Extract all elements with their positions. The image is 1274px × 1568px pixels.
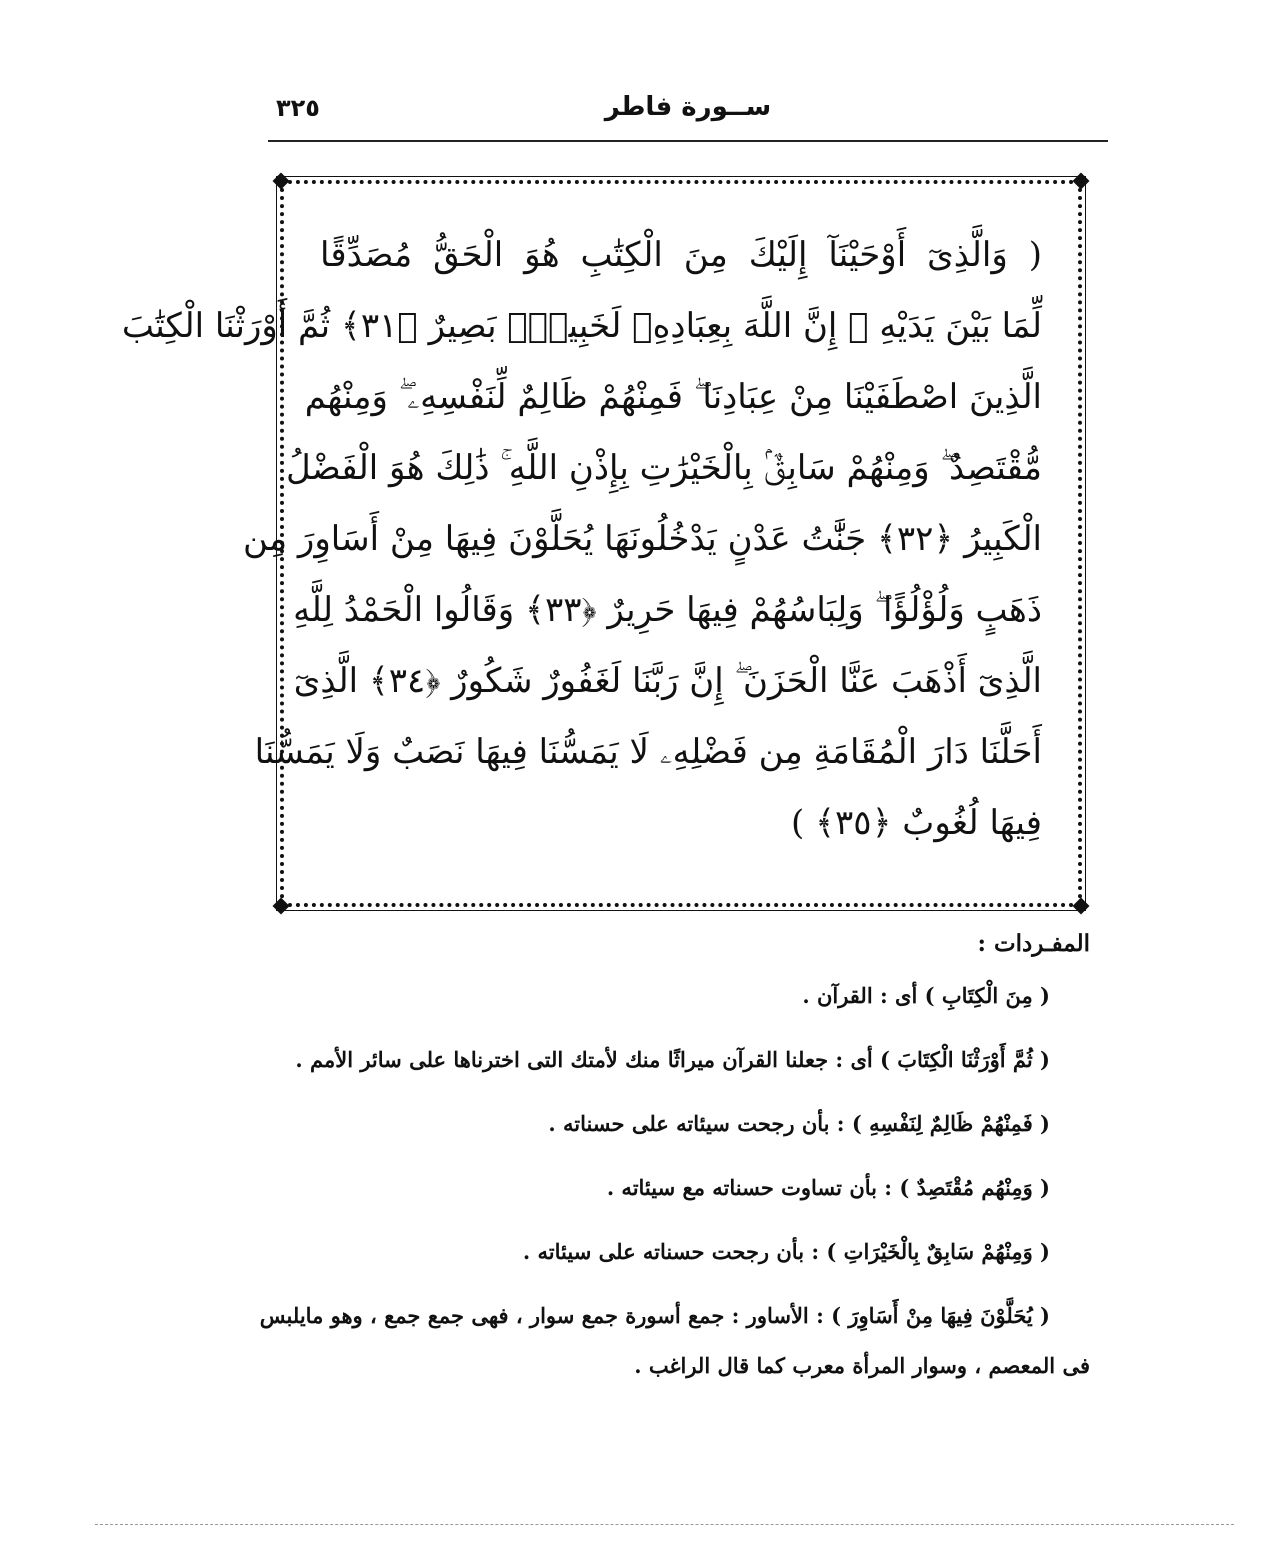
vocabulary-entry: ( وَمِنْهُم مُقْتَصِدٌ ) : بأن تساوت حسناته مع سيئاته . xyxy=(606,1175,1050,1200)
frame-corner-ornament xyxy=(273,898,290,915)
frame-corner-ornament xyxy=(273,173,290,190)
verse-line: لِّمَا بَيْنَ يَدَيْهِ ۗ إِنَّ اللَّهَ بِعِبَادِهِۦ لَخَبِيرٌۢ بَصِيرٌ ﴿٣١﴾ ثُمَّ أَوْرَثْنَا الْكِتَٰبَ xyxy=(121,306,1042,346)
vocabulary-section xyxy=(250,930,1090,1405)
vocabulary-heading: المفـردات : xyxy=(977,930,1090,957)
verse-line: ذَهَبٍ وَلُؤْلُؤًا ۖ وَلِبَاسُهُمْ فِيهَا حَرِيرٌ ﴿٣٣﴾ وَقَالُوا الْحَمْدُ لِلَّهِ xyxy=(293,590,1042,630)
verse-line: الَّذِينَ اصْطَفَيْنَا مِنْ عِبَادِنَا ۖ فَمِنْهُمْ ظَالِمٌ لِّنَفْسِهِۦ ۖ وَمِنْهُم xyxy=(304,377,1042,417)
verse-frame xyxy=(121,180,1082,907)
verse-line: الَّذِىٓ أَذْهَبَ عَنَّا الْحَزَنَ ۖ إِنَّ رَبَّنَا لَغَفُورٌ شَكُورٌ ﴿٣٤﴾ الَّذِىٓ xyxy=(293,661,1042,701)
verse-line: ( وَالَّذِىٓ أَوْحَيْنَآ إِلَيْكَ مِنَ الْكِتَٰبِ هُوَ الْحَقُّ مُصَدِّقًا xyxy=(320,235,1042,275)
vocabulary-entry: ( ثُمَّ أَوْرَثْنَا الْكِتَابَ ) أى : جعلنا القرآن ميراثًا منك لأمتك التى اخترناها على سائر الأمم . xyxy=(295,1047,1050,1072)
vocabulary-entry: ( وَمِنْهُمْ سَابِقٌ بِالْخَيْرَاتِ ) : بأن رجحت حسناته على سيئاته . xyxy=(522,1239,1050,1264)
scan-edge-line xyxy=(95,1524,1234,1525)
frame-corner-ornament xyxy=(1073,898,1090,915)
vocabulary-entry: ( فَمِنْهُمْ ظَالِمٌ لِنَفْسِهِ ) : بأن رجحت سيئاته على حسناته . xyxy=(548,1111,1050,1136)
vocabulary-entry: ( مِنَ الْكِتَابِ ) أى : القرآن . xyxy=(802,983,1050,1008)
vocabulary-entry: ( يُحَلَّوْنَ فِيهَا مِنْ أَسَاوِرَ ) : الأساور : جمع أسورة جمع سوار ، فهى جمع جمع ، وهو مايلبس فى المعصم ، وسوار المرأة معرب كما قال الراغب . xyxy=(259,1303,1090,1378)
verse-line: مُّقْتَصِدٌ ۖ وَمِنْهُمْ سَابِقٌۢ بِالْخَيْرَٰتِ بِإِذْنِ اللَّهِ ۚ ذَٰلِكَ هُوَ الْفَضْلُ xyxy=(285,448,1042,488)
frame-corner-ornament xyxy=(1073,173,1090,190)
page-header xyxy=(268,92,1108,142)
verse-line: فِيهَا لُغُوبٌ ﴿٣٥﴾ ) xyxy=(791,803,1042,843)
page-number: ٣٢٥ xyxy=(276,94,320,122)
quran-verses xyxy=(121,220,1042,859)
surah-title: ســورة فاطر xyxy=(604,92,772,122)
verse-line: أَحَلَّنَا دَارَ الْمُقَامَةِ مِن فَضْلِهِۦ لَا يَمَسُّنَا فِيهَا نَصَبٌ وَلَا يَمَسُّنَا xyxy=(254,732,1042,772)
verse-line: الْكَبِيرُ ﴿٣٢﴾ جَنَّٰتُ عَدْنٍ يَدْخُلُونَهَا يُحَلَّوْنَ فِيهَا مِنْ أَسَاوِرَ مِن xyxy=(243,519,1042,559)
